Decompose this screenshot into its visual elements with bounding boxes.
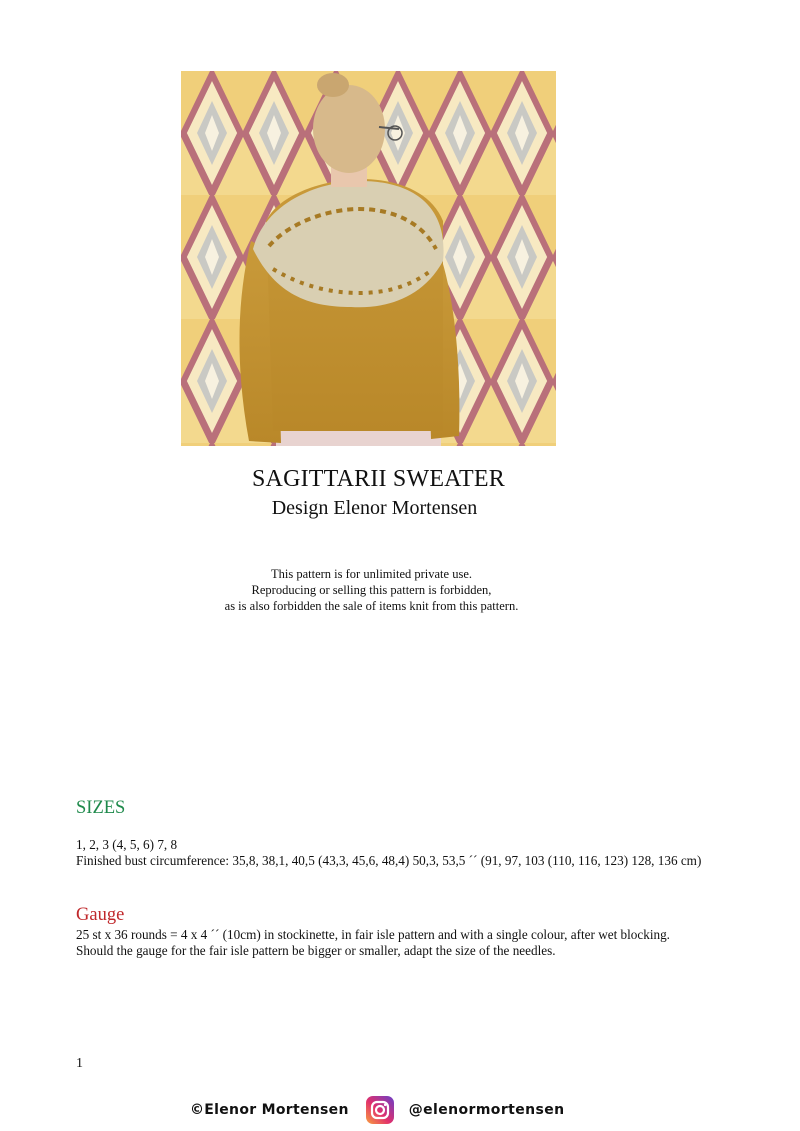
gauge-spec: 25 st x 36 rounds = 4 x 4 ´´ (10cm) in stockinette, in fair isle pattern and with a single colour, after wet blocking. <box>76 927 670 942</box>
gauge-note: Should the gauge for the fair isle pattern be bigger or smaller, adapt the size of the needles. <box>76 943 556 958</box>
sizes-section <box>76 837 723 869</box>
notice-line: as is also forbidden the sale of items knit from this pattern. <box>224 599 519 613</box>
page-number: 1 <box>76 1056 83 1071</box>
designer-credit: Design Elenor Mortensen <box>271 497 478 519</box>
bust-circumference: Finished bust circumference: 35,8, 38,1, 40,5 (43,3, 45,6, 48,4) 50,3, 53,5 ´´ (91, 97, 103 (110, 116, 123) 128, 136 cm) <box>76 853 702 868</box>
instagram-handle[interactable]: @elenormortensen <box>408 1102 565 1118</box>
notice-line: This pattern is for unlimited private use. <box>271 567 472 581</box>
pattern-title: SAGITTARII SWEATER <box>252 466 505 492</box>
footer-copyright: ©Elenor Mortensen <box>190 1102 349 1118</box>
footer <box>190 1095 610 1125</box>
instagram-icon <box>365 1095 395 1125</box>
gauge-section <box>76 927 723 959</box>
sizes-heading: SIZES <box>76 798 126 818</box>
notice-line: Reproducing or selling this pattern is forbidden, <box>251 583 492 597</box>
cover-photo <box>181 71 556 446</box>
sizes-list: 1, 2, 3 (4, 5, 6) 7, 8 <box>76 837 178 852</box>
copyright-notice <box>0 566 743 614</box>
gauge-heading: Gauge <box>76 905 125 925</box>
